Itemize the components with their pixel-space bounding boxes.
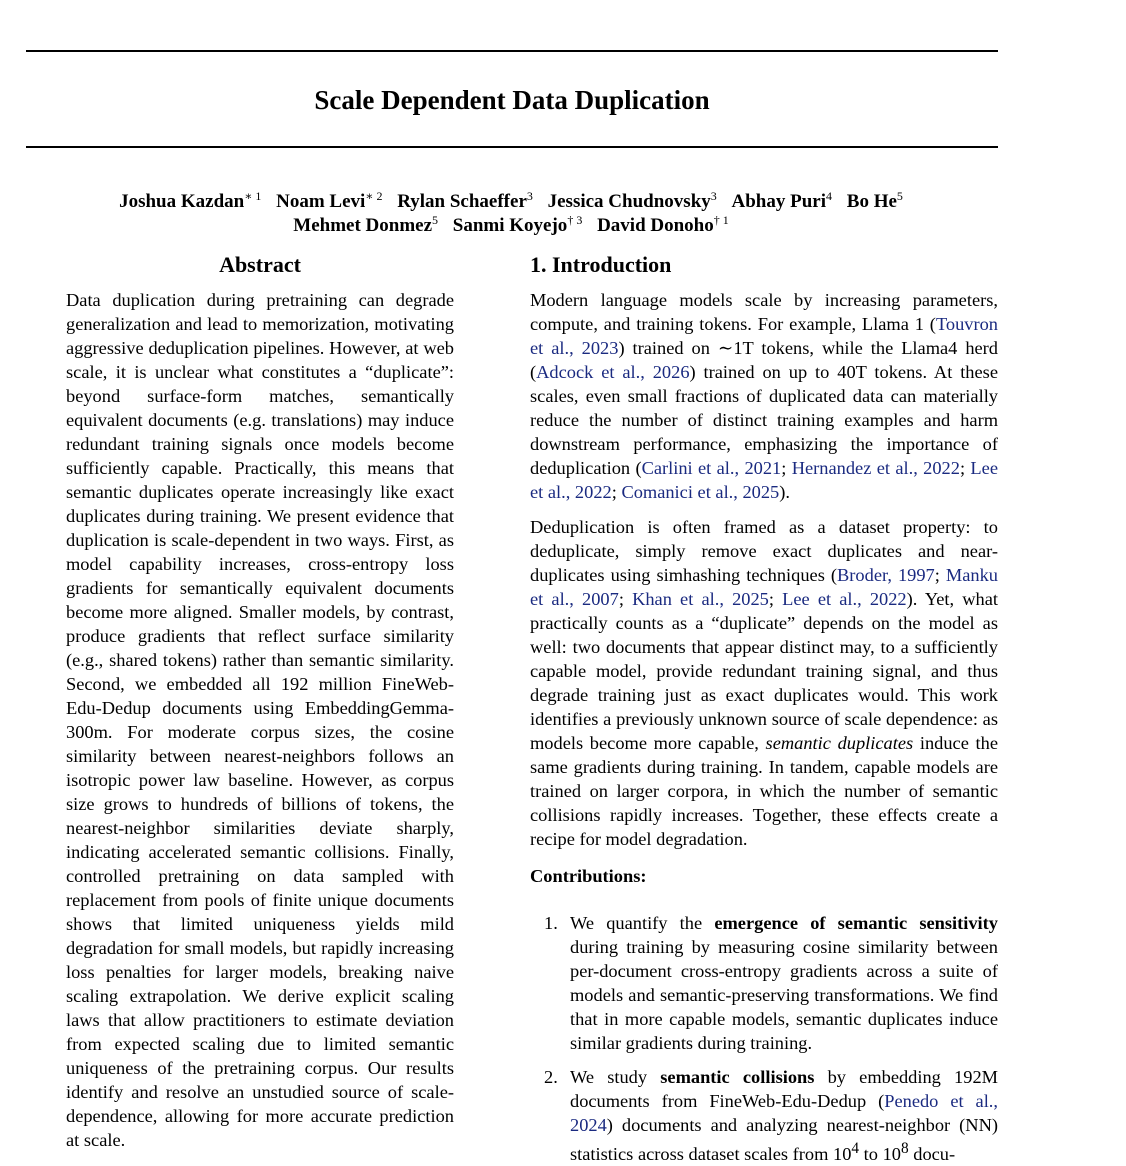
citation-link[interactable]: Manku et al., 2007 xyxy=(530,565,998,609)
citation-link[interactable]: Hernandez et al., 2022 xyxy=(791,458,960,478)
author: Rylan Schaeffer$^3$ xyxy=(397,189,533,212)
bottom-rule xyxy=(26,146,998,148)
author: Bo He$^5$ xyxy=(846,189,903,212)
list-item: 2. We study semantic collisions by embedding 192M documents from FineWeb-Edu-Dedup (Penedo et al., 2024) documents and analyzing nearest-neighbor (NN) statistics across dataset scales from $10^4$ to $10^8$ docu- xyxy=(544,1067,999,1165)
author-list xyxy=(0,190,1022,238)
author: Noam Levi$^{∗ 2}$ xyxy=(276,189,383,212)
paper-title: Scale Dependent Data Duplication xyxy=(314,85,710,115)
author: David Donoho$^{\dagger 1}$ xyxy=(597,213,729,236)
citation-link[interactable]: Broder, 1997 xyxy=(837,565,935,585)
emphasis-text: semantic duplicates xyxy=(765,733,914,753)
author: Abhay Puri$^4$ xyxy=(731,189,833,212)
contributions-heading: Contributions: xyxy=(530,866,647,886)
bold-term: semantic collisions xyxy=(660,1067,815,1087)
bold-term: emergence of semantic sensitivity xyxy=(714,913,998,933)
top-rule xyxy=(26,50,998,52)
citation-link[interactable]: Lee et al., 2022 xyxy=(782,589,907,609)
introduction-heading: 1. Introduction xyxy=(530,252,672,277)
author: Sanmi Koyejo$^{\dagger 3}$ xyxy=(452,213,583,236)
intro-paragraph-2: Deduplication is often framed as a dataset property: to deduplicate, simply remove exact duplicates and near-duplicates using simhashing techniques (Broder, 1997; Manku et al., 2007; Khan et al., 2025; Lee et al., 2022). Yet, what practically counts as a “duplicate” depends on the model as well: two documents that appear distinct may, to a sufficiently capable model, provide redundant training signal, and thus degrade training just as exact duplicates would. This work identifies a previously unknown source of scale dependence: as models become more capable, semantic duplicates induce the same gradients during training. In tandem, capable models are trained on larger corpora, in which the number of semantic collisions rapidly increases. Together, these effects create a recipe for model degradation. xyxy=(530,517,999,849)
abstract-text: Data duplication during pretraining can degrade generalization and lead to memorization, motivating aggressive deduplication pipelines. However, at web scale, it is unclear what constitutes a “duplicate”: beyond surface-form matches, semantically equivalent documents (e.g. translations) may induce redundant training signals once models become sufficiently capable. Practically, this means that semantic duplicates operate increasingly like exact duplicates during training. We present evidence that duplication is scale-dependent in two ways. First, as model capability increases, cross-entropy loss gradients for semantically equivalent documents become more aligned. Smaller models, by contrast, produce gradients that reflect surface similarity (e.g., shared tokens) rather than semantic similarity. Second, we embedded all 192 million FineWeb-Edu-Dedup documents using EmbeddingGemma-300m. For moderate corpus sizes, the cosine similarity between nearest-neighbors follows an isotropic power law baseline. However, as corpus size grows to hundreds of billions of tokens, the nearest-neighbor similarities deviate sharply, indicating accelerated semantic collisions. Finally, controlled pretraining on data sampled with replacement from pools of finite unique documents shows that limited uniqueness yields mild degradation for small models, but rapidly increasing loss penalties for larger models, breaking naive scaling extrapolation. We derive explicit scaling laws that allow practitioners to estimate deviation from expected scaling due to limited semantic uniqueness of the pretraining corpus. Our results identify and resolve an unstudied source of scale-dependence, allowing for more accurate prediction at scale. xyxy=(66,290,454,1150)
abstract-column xyxy=(66,250,454,1152)
list-number: 2. xyxy=(544,1067,558,1087)
author: Joshua Kazdan$^{∗ 1}$ xyxy=(119,189,262,212)
introduction-column xyxy=(530,250,998,1166)
citation-link[interactable]: Penedo et al., 2024 xyxy=(570,1091,999,1135)
citation-link[interactable]: Lee et al., 2022 xyxy=(530,458,998,502)
citation-link[interactable]: Touvron et al., 2023 xyxy=(530,314,998,358)
citation-link[interactable]: Khan et al., 2025 xyxy=(632,589,769,609)
abstract-heading: Abstract xyxy=(219,252,301,277)
intro-paragraph-1: Modern language models scale by increasing parameters, compute, and training tokens. For example, Llama 1 (Touvron et al., 2023) trained on ∼1T tokens, while the Llama4 herd (Adcock et al., 2026) trained on up to 40T tokens. At these scales, even small fractions of duplicated data can materially reduce the number of distinct training examples and harm downstream performance, emphasizing the importance of deduplication (Carlini et al., 2021; Hernandez et al., 2022; Lee et al., 2022; Comanici et al., 2025). xyxy=(530,290,998,502)
list-number: 1. xyxy=(544,913,558,933)
author: Jessica Chudnovsky$^3$ xyxy=(547,189,717,212)
citation-link[interactable]: Adcock et al., 2026 xyxy=(536,362,690,382)
author: Mehmet Donmez$^5$ xyxy=(293,213,439,236)
contributions-list xyxy=(530,911,998,1166)
citation-link[interactable]: Comanici et al., 2025 xyxy=(621,482,780,502)
list-item: 1. We quantify the emergence of semantic sensitivity during training by measuring cosine similarity between per-document cross-entropy gradients across a suite of models and semantic-preserving transformations. We find that in more capable models, semantic duplicates induce similar gradients during training. xyxy=(544,913,998,1053)
citation-link[interactable]: Carlini et al., 2021 xyxy=(641,458,782,478)
